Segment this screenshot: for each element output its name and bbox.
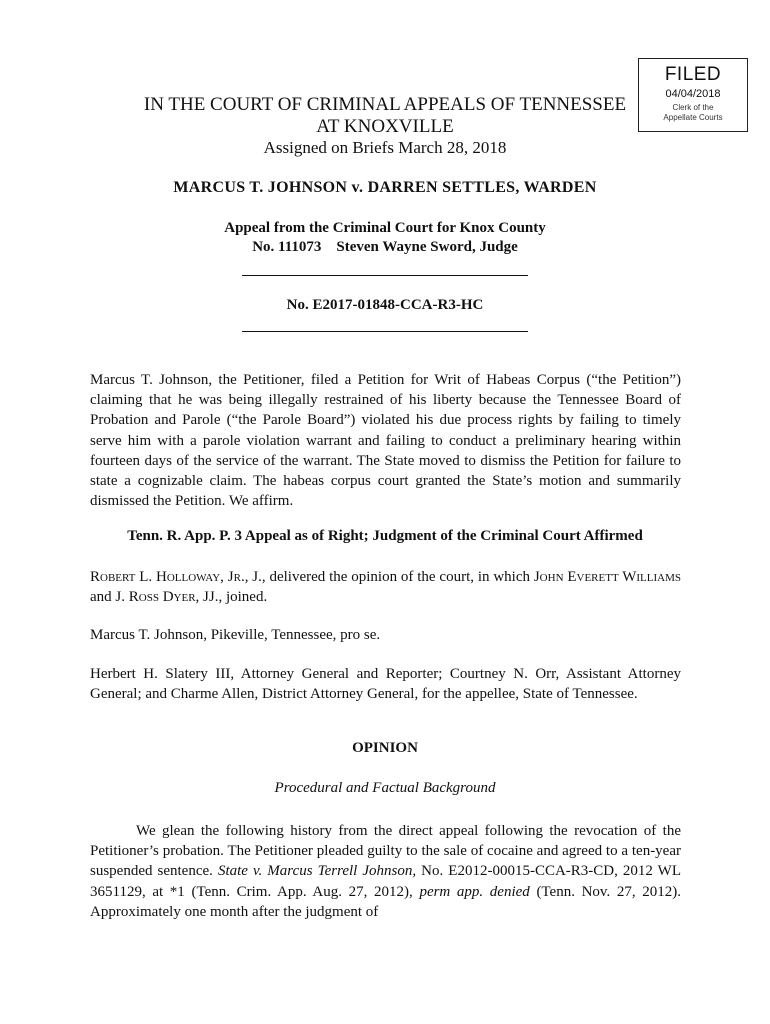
case-caption: MARCUS T. JOHNSON v. DARREN SETTLES, WARDEN — [173, 179, 597, 196]
court-location: AT KNOXVILLE — [316, 116, 454, 137]
author-judge: Robert L. Holloway, Jr., J. — [90, 569, 262, 585]
trial-court-number: No. 111073 Steven Wayne Sword, Judge — [252, 239, 518, 255]
docket-number: No. E2017-01848-CCA-R3-HC — [286, 297, 484, 313]
petitioner-counsel: Marcus T. Johnson, Pikeville, Tennessee, pro se. — [90, 627, 381, 643]
clerk-line-2: Appellate Courts — [663, 113, 723, 122]
clerk-line-1: Clerk of the — [672, 103, 714, 112]
author-text: and — [90, 589, 116, 606]
divider-rule — [242, 275, 528, 276]
filed-label: FILED — [664, 64, 722, 85]
opinion-heading: OPINION — [352, 740, 418, 756]
filed-date: 04/04/2018 — [665, 88, 721, 100]
court-name: IN THE COURT OF CRIMINAL APPEALS OF TENNESSEE — [143, 94, 627, 115]
divider-rule — [242, 331, 528, 332]
case-summary: Marcus T. Johnson, the Petitioner, filed a Petition for Writ of Habeas Corpus (“the Petition”) claiming that he was being illegally restrained of his liberty because the Tennessee Board of Probation and Parole (“the Parole Board”) violated his due process rights by failing to timely serve him with a parole violation warrant and failing to conduct a preliminary hearing within fourteen days of the service of the warrant. The State moved to dismiss the Petition for failure to state a cognizable claim. The habeas corpus court granted the State’s motion and summarily dismissed the Petition. We affirm. — [90, 372, 681, 510]
opinion-paragraph — [90, 821, 681, 922]
case-citation: State v. Marcus Terrell Johnson, — [217, 863, 417, 880]
concurring-judge: J. Ross Dyer, JJ. — [115, 589, 219, 606]
paragraph-text: No. E2012-00015-CCA-R3-CD, 2012 WL 3651129, at *1 (Tenn. Crim. App. Aug. 27, 2012), — [90, 863, 681, 900]
concurring-judge: John Everett Williams — [533, 569, 681, 585]
author-text: , delivered the opinion of the court, in which — [261, 569, 534, 585]
author-text: , joined. — [218, 589, 268, 606]
assigned-date: Assigned on Briefs March 28, 2018 — [263, 138, 507, 157]
paragraph-text: We glean the following history from the direct appeal following the revocation of the Petitioner’s probation. The Petitioner pleaded guilty to the sale of cocaine and agreed to a ten-year suspended sentence. — [90, 823, 681, 880]
section-heading: Procedural and Factual Background — [274, 780, 496, 796]
appeal-from: Appeal from the Criminal Court for Knox County — [224, 220, 546, 236]
disposition-headnote: Tenn. R. App. P. 3 Appeal as of Right; Judgment of the Criminal Court Affirmed — [127, 528, 643, 544]
appellee-counsel: Herbert H. Slatery III, Attorney General and Reporter; Courtney N. Orr, Assistant Attorney General; and Charme Allen, District Attorney General, for the appellee, State of Tennessee. — [90, 666, 681, 703]
paragraph-text: (Tenn. Nov. 27, 2012). Approximately one month after the judgment of — [90, 883, 681, 920]
authoring-judge-line — [90, 567, 681, 607]
perm-app-denied: perm app. denied — [419, 883, 530, 900]
